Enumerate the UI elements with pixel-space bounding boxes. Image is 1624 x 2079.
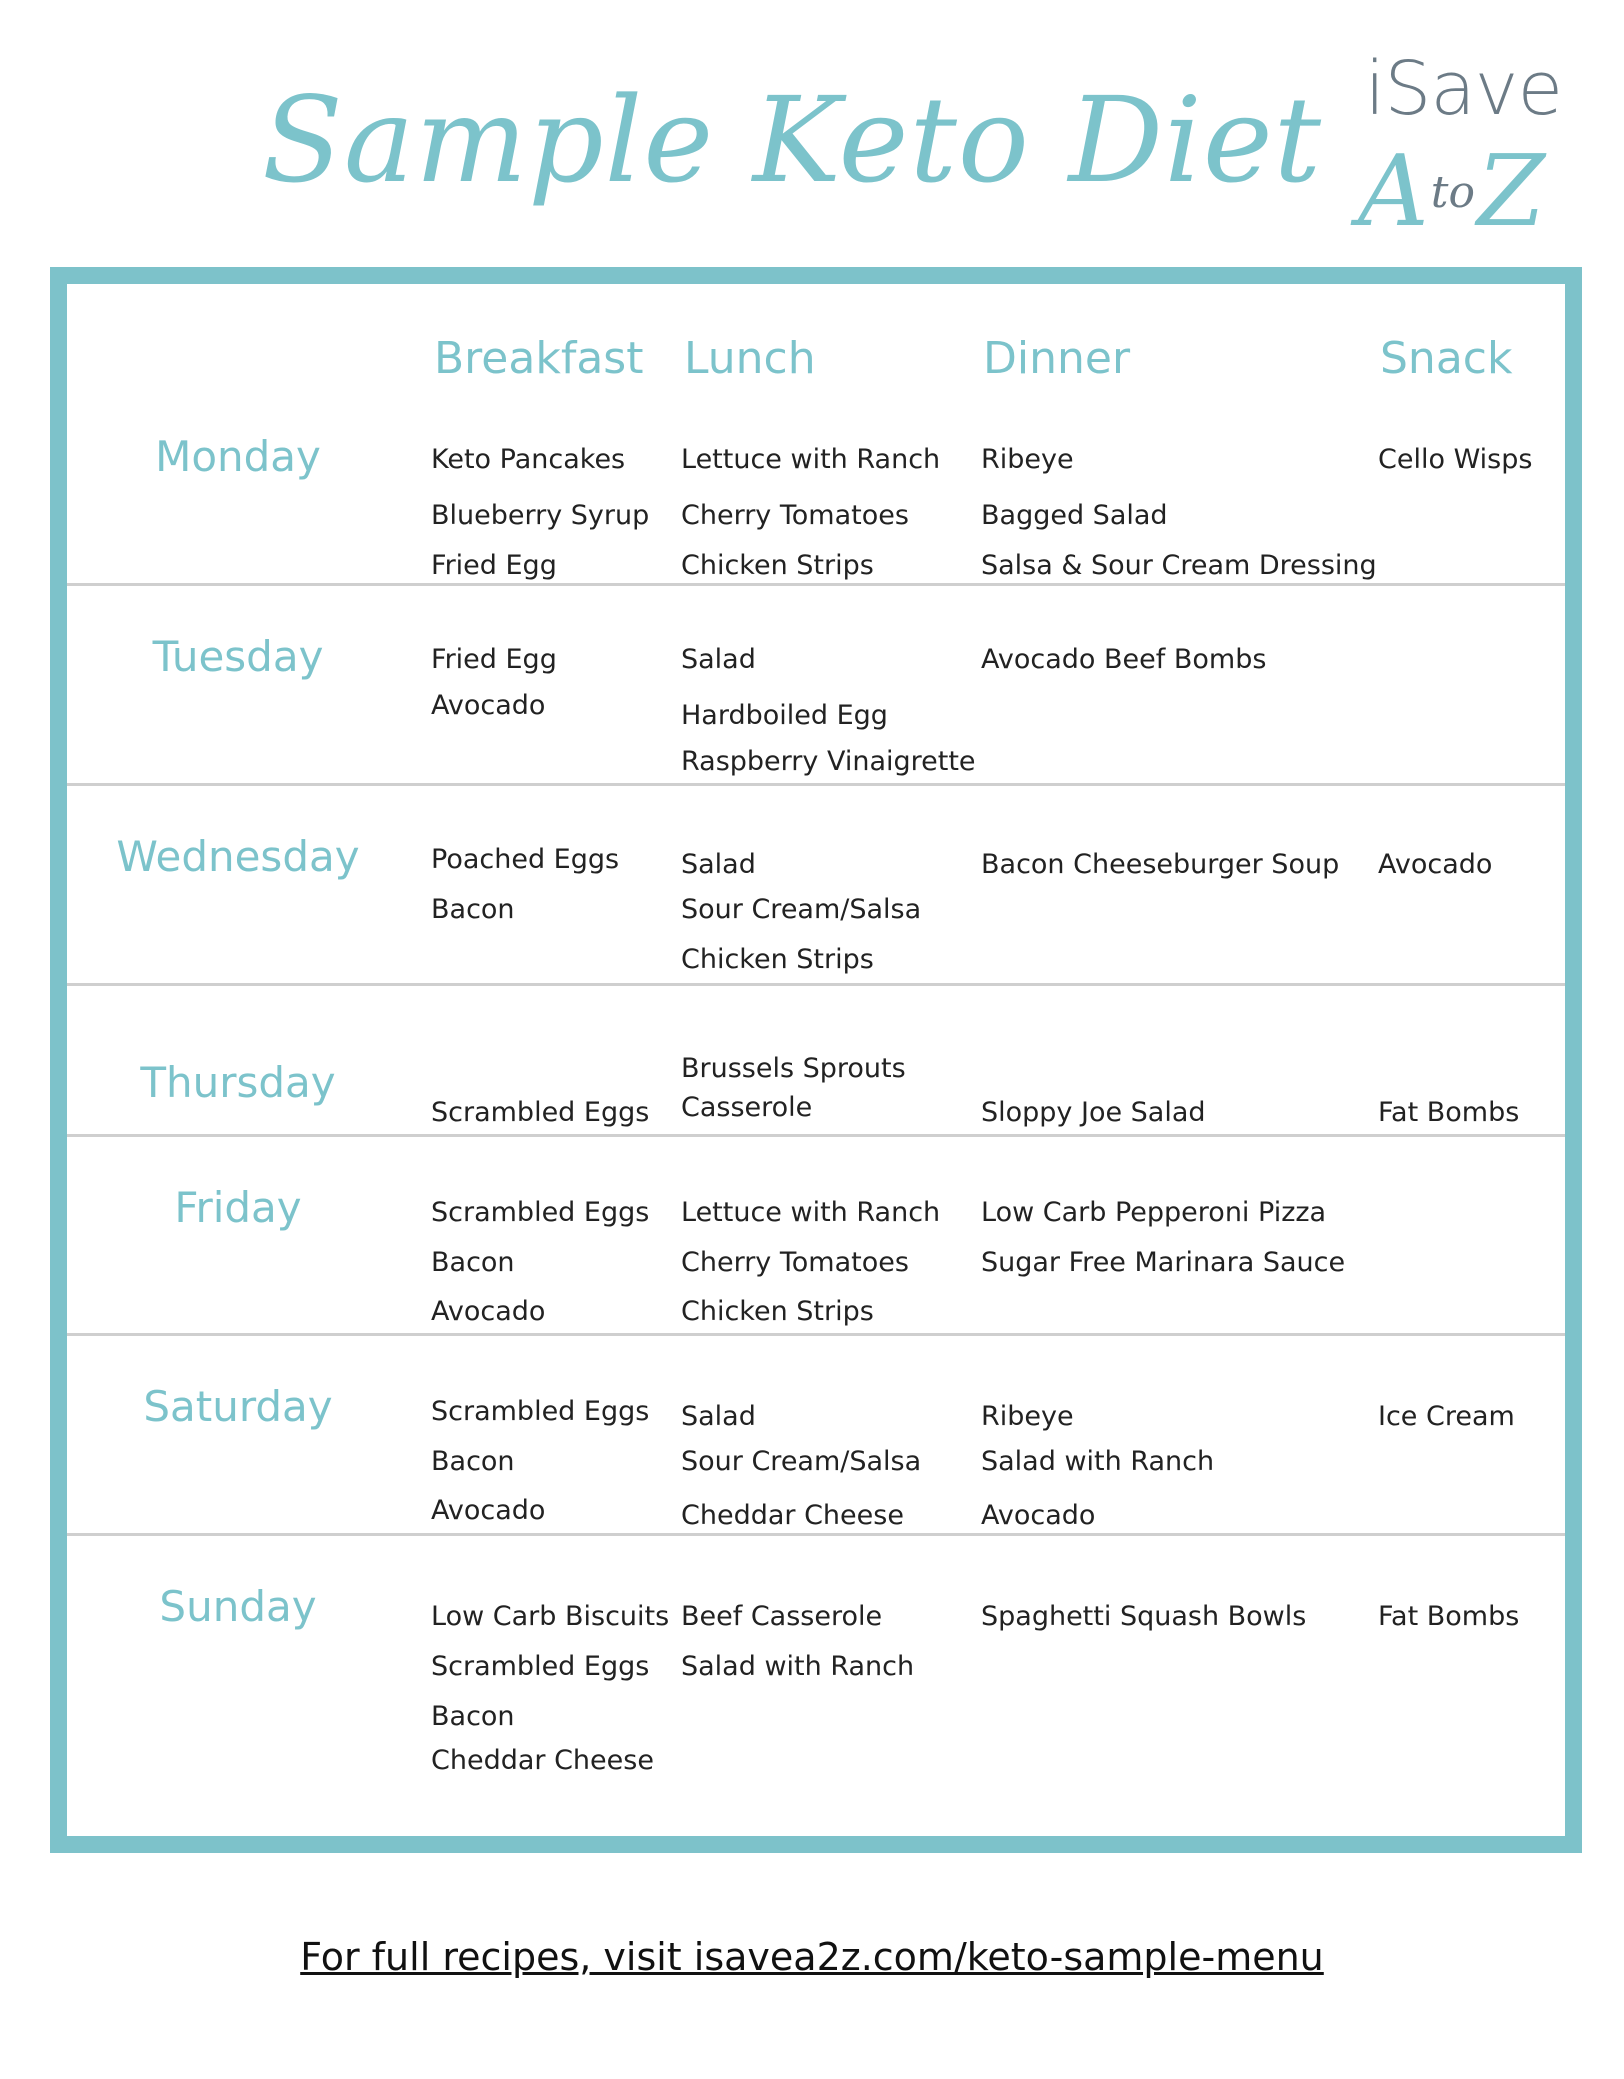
wednesday-lunch-item: Chicken Strips <box>681 944 874 975</box>
column-header-breakfast: Breakfast <box>434 333 644 384</box>
sunday-breakfast-item: Low Carb Biscuits <box>431 1601 670 1632</box>
saturday-dinner-item: Salad with Ranch <box>981 1446 1215 1477</box>
monday-breakfast-item: Fried Egg <box>431 550 557 581</box>
column-header-dinner: Dinner <box>983 333 1131 384</box>
monday-snack-item: Cello Wisps <box>1378 444 1533 475</box>
sunday-snack-item: Fat Bombs <box>1378 1601 1520 1632</box>
thursday-lunch-item: Brussels Sprouts <box>681 1053 906 1084</box>
row-divider <box>67 1533 1565 1536</box>
monday-lunch-item: Cherry Tomatoes <box>681 500 909 531</box>
monday-dinner-item: Salsa & Sour Cream Dressing <box>981 550 1377 581</box>
logo-z: Z <box>1476 135 1546 249</box>
tuesday-dinner-item: Avocado Beef Bombs <box>981 644 1267 675</box>
row-divider <box>67 1134 1565 1137</box>
saturday-breakfast-item: Bacon <box>431 1446 515 1477</box>
monday-breakfast-item: Keto Pancakes <box>431 444 626 475</box>
logo-a-to-z <box>1358 135 1578 250</box>
logo-a: A <box>1358 135 1429 249</box>
friday-lunch-item: Lettuce with Ranch <box>681 1197 941 1228</box>
monday-dinner-item: Ribeye <box>981 444 1074 475</box>
day-label-thursday: Thursday <box>140 1058 336 1107</box>
sunday-dinner-item: Spaghetti Squash Bowls <box>981 1601 1307 1632</box>
thursday-dinner-item: Sloppy Joe Salad <box>981 1097 1206 1128</box>
logo-to: to <box>1430 167 1475 218</box>
day-label-friday: Friday <box>174 1183 302 1232</box>
wednesday-lunch-item: Salad <box>681 849 756 880</box>
friday-lunch-item: Chicken Strips <box>681 1296 874 1327</box>
saturday-lunch-item: Sour Cream/Salsa <box>681 1446 922 1477</box>
monday-lunch-item: Chicken Strips <box>681 550 874 581</box>
saturday-lunch-item: Cheddar Cheese <box>681 1500 904 1531</box>
row-divider <box>67 1333 1565 1336</box>
wednesday-dinner-item: Bacon Cheeseburger Soup <box>981 849 1340 880</box>
saturday-dinner-item: Ribeye <box>981 1401 1074 1432</box>
tuesday-lunch-item: Raspberry Vinaigrette <box>681 746 976 777</box>
friday-dinner-item: Low Carb Pepperoni Pizza <box>981 1197 1327 1228</box>
thursday-lunch-item: Casserole <box>681 1092 813 1123</box>
tuesday-lunch-item: Hardboiled Egg <box>681 700 888 731</box>
logo-isave-text: iSave <box>1364 46 1562 132</box>
day-label-sunday: Sunday <box>159 1582 317 1631</box>
sunday-breakfast-item: Cheddar Cheese <box>431 1745 654 1776</box>
friday-breakfast-item: Scrambled Eggs <box>431 1197 650 1228</box>
wednesday-lunch-item: Sour Cream/Salsa <box>681 894 922 925</box>
saturday-dinner-item: Avocado <box>981 1500 1096 1531</box>
day-label-wednesday: Wednesday <box>116 832 360 881</box>
column-header-snack: Snack <box>1380 333 1513 384</box>
saturday-lunch-item: Salad <box>681 1401 756 1432</box>
friday-dinner-item: Sugar Free Marinara Sauce <box>981 1247 1346 1278</box>
saturday-snack-item: Ice Cream <box>1378 1401 1515 1432</box>
monday-dinner-item: Bagged Salad <box>981 500 1168 531</box>
tuesday-breakfast-item: Avocado <box>431 690 546 721</box>
page-title: Sample Keto Diet <box>262 71 1323 209</box>
friday-breakfast-item: Avocado <box>431 1296 546 1327</box>
wednesday-breakfast-item: Bacon <box>431 894 515 925</box>
sunday-lunch-item: Beef Casserole <box>681 1601 883 1632</box>
tuesday-breakfast-item: Fried Egg <box>431 644 557 675</box>
sunday-breakfast-item: Scrambled Eggs <box>431 1651 650 1682</box>
sunday-lunch-item: Salad with Ranch <box>681 1651 915 1682</box>
footer-recipes-link[interactable] <box>0 1935 1624 1979</box>
sunday-breakfast-item: Bacon <box>431 1701 515 1732</box>
friday-breakfast-item: Bacon <box>431 1247 515 1278</box>
saturday-breakfast-item: Avocado <box>431 1495 546 1526</box>
thursday-snack-item: Fat Bombs <box>1378 1097 1520 1128</box>
monday-breakfast-item: Blueberry Syrup <box>431 500 650 531</box>
row-divider <box>67 583 1565 586</box>
isave-a-to-z-logo <box>1350 40 1580 250</box>
day-label-tuesday: Tuesday <box>152 632 324 681</box>
row-divider <box>67 983 1565 986</box>
thursday-breakfast-item: Scrambled Eggs <box>431 1097 650 1128</box>
day-label-monday: Monday <box>155 432 321 481</box>
friday-lunch-item: Cherry Tomatoes <box>681 1247 909 1278</box>
footer-recipes-text[interactable]: For full recipes, visit isavea2z.com/keto-sample-menu <box>300 1935 1324 1979</box>
monday-lunch-item: Lettuce with Ranch <box>681 444 941 475</box>
saturday-breakfast-item: Scrambled Eggs <box>431 1396 650 1427</box>
wednesday-snack-item: Avocado <box>1378 849 1493 880</box>
column-header-lunch: Lunch <box>684 333 816 384</box>
day-label-saturday: Saturday <box>143 1382 333 1431</box>
wednesday-breakfast-item: Poached Eggs <box>431 844 620 875</box>
tuesday-lunch-item: Salad <box>681 644 756 675</box>
row-divider <box>67 783 1565 786</box>
